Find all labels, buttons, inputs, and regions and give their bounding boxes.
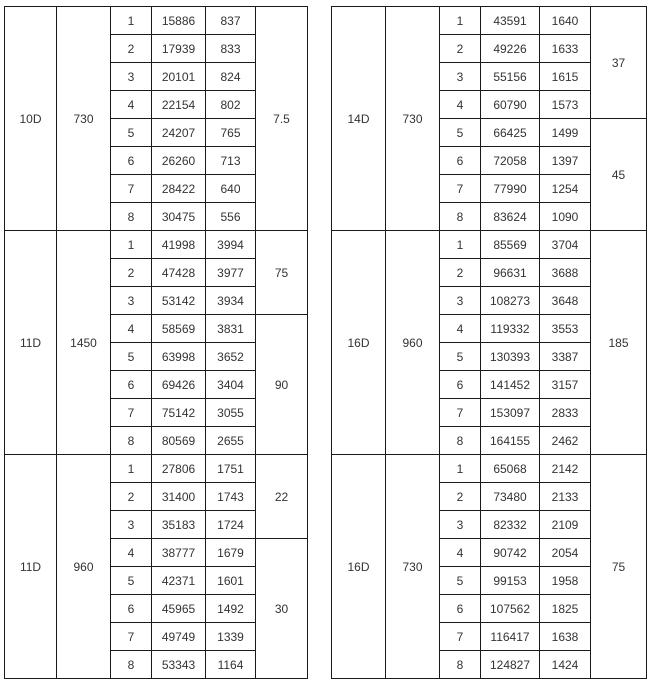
speed-cell: 730 [386, 7, 440, 231]
index-cell: 7 [111, 623, 152, 651]
index-cell: 7 [440, 175, 481, 203]
index-cell: 8 [440, 651, 481, 679]
flow-cell: 72058 [481, 147, 540, 175]
pressure-cell: 1640 [540, 7, 591, 35]
speed-cell: 1450 [57, 231, 111, 455]
pressure-cell: 2109 [540, 511, 591, 539]
pressure-cell: 1743 [206, 483, 256, 511]
index-cell: 3 [440, 511, 481, 539]
flow-cell: 47428 [152, 259, 206, 287]
flow-cell: 82332 [481, 511, 540, 539]
index-cell: 7 [440, 399, 481, 427]
flow-cell: 43591 [481, 7, 540, 35]
flow-cell: 49749 [152, 623, 206, 651]
pressure-cell: 3652 [206, 343, 256, 371]
flow-cell: 77990 [481, 175, 540, 203]
index-cell: 5 [111, 567, 152, 595]
power-cell: 75 [256, 231, 308, 315]
index-cell: 7 [111, 175, 152, 203]
index-cell: 3 [111, 63, 152, 91]
flow-cell: 42371 [152, 567, 206, 595]
pressure-cell: 1090 [540, 203, 591, 231]
index-cell: 6 [111, 147, 152, 175]
flow-cell: 75142 [152, 399, 206, 427]
pressure-cell: 3404 [206, 371, 256, 399]
spec-table-right-body [332, 7, 647, 679]
flow-cell: 24207 [152, 119, 206, 147]
flow-cell: 58569 [152, 315, 206, 343]
index-cell: 8 [440, 203, 481, 231]
flow-cell: 15886 [152, 7, 206, 35]
flow-cell: 55156 [481, 63, 540, 91]
flow-cell: 119332 [481, 315, 540, 343]
index-cell: 8 [111, 203, 152, 231]
flow-cell: 116417 [481, 623, 540, 651]
index-cell: 4 [111, 539, 152, 567]
flow-cell: 53343 [152, 651, 206, 679]
index-cell: 1 [440, 7, 481, 35]
table-row [332, 455, 647, 483]
index-cell: 8 [111, 651, 152, 679]
table-row [332, 7, 647, 35]
pressure-cell: 640 [206, 175, 256, 203]
index-cell: 1 [111, 7, 152, 35]
power-cell: 37 [591, 7, 647, 119]
pressure-cell: 1499 [540, 119, 591, 147]
model-cell: 11D [5, 455, 57, 679]
index-cell: 6 [440, 371, 481, 399]
index-cell: 3 [440, 63, 481, 91]
flow-cell: 22154 [152, 91, 206, 119]
index-cell: 3 [111, 287, 152, 315]
pressure-cell: 3055 [206, 399, 256, 427]
speed-cell: 730 [57, 7, 111, 231]
pressure-cell: 1492 [206, 595, 256, 623]
index-cell: 4 [440, 315, 481, 343]
pressure-cell: 3704 [540, 231, 591, 259]
index-cell: 4 [111, 91, 152, 119]
pressure-cell: 1825 [540, 595, 591, 623]
flow-cell: 108273 [481, 287, 540, 315]
pressure-cell: 833 [206, 35, 256, 63]
index-cell: 5 [440, 343, 481, 371]
flow-cell: 141452 [481, 371, 540, 399]
flow-cell: 30475 [152, 203, 206, 231]
index-cell: 4 [440, 91, 481, 119]
model-cell: 16D [332, 231, 386, 455]
pressure-cell: 1679 [206, 539, 256, 567]
pressure-cell: 2655 [206, 427, 256, 455]
pressure-cell: 3831 [206, 315, 256, 343]
flow-cell: 124827 [481, 651, 540, 679]
pressure-cell: 1254 [540, 175, 591, 203]
pressure-cell: 1633 [540, 35, 591, 63]
index-cell: 5 [111, 119, 152, 147]
flow-cell: 27806 [152, 455, 206, 483]
index-cell: 2 [111, 483, 152, 511]
index-cell: 6 [440, 147, 481, 175]
pressure-cell: 765 [206, 119, 256, 147]
flow-cell: 38777 [152, 539, 206, 567]
index-cell: 4 [111, 315, 152, 343]
pressure-cell: 1397 [540, 147, 591, 175]
pressure-cell: 3387 [540, 343, 591, 371]
index-cell: 4 [440, 539, 481, 567]
pressure-cell: 3977 [206, 259, 256, 287]
pressure-cell: 1424 [540, 651, 591, 679]
flow-cell: 164155 [481, 427, 540, 455]
flow-cell: 99153 [481, 567, 540, 595]
pressure-cell: 1615 [540, 63, 591, 91]
pressure-cell: 3648 [540, 287, 591, 315]
flow-cell: 69426 [152, 371, 206, 399]
pressure-cell: 3994 [206, 231, 256, 259]
index-cell: 3 [440, 287, 481, 315]
pressure-cell: 1958 [540, 567, 591, 595]
pressure-cell: 2133 [540, 483, 591, 511]
index-cell: 8 [111, 427, 152, 455]
flow-cell: 66425 [481, 119, 540, 147]
index-cell: 8 [440, 427, 481, 455]
pressure-cell: 1573 [540, 91, 591, 119]
flow-cell: 26260 [152, 147, 206, 175]
table-row [5, 231, 308, 259]
flow-cell: 35183 [152, 511, 206, 539]
index-cell: 6 [111, 371, 152, 399]
flow-cell: 53142 [152, 287, 206, 315]
index-cell: 1 [111, 231, 152, 259]
power-cell: 30 [256, 539, 308, 679]
pressure-cell: 713 [206, 147, 256, 175]
index-cell: 1 [440, 231, 481, 259]
speed-cell: 960 [57, 455, 111, 679]
flow-cell: 153097 [481, 399, 540, 427]
index-cell: 2 [440, 259, 481, 287]
model-cell: 16D [332, 455, 386, 679]
table-row [332, 231, 647, 259]
pressure-cell: 802 [206, 91, 256, 119]
power-cell: 75 [591, 455, 647, 679]
flow-cell: 90742 [481, 539, 540, 567]
flow-cell: 107562 [481, 595, 540, 623]
power-cell: 45 [591, 119, 647, 231]
index-cell: 5 [440, 119, 481, 147]
pressure-cell: 824 [206, 63, 256, 91]
flow-cell: 60790 [481, 91, 540, 119]
speed-cell: 730 [386, 455, 440, 679]
index-cell: 5 [440, 567, 481, 595]
pressure-cell: 1751 [206, 455, 256, 483]
table-row [5, 7, 308, 35]
pressure-cell: 1724 [206, 511, 256, 539]
spec-table-left-body [5, 7, 308, 679]
flow-cell: 65068 [481, 455, 540, 483]
index-cell: 2 [440, 35, 481, 63]
speed-cell: 960 [386, 231, 440, 455]
flow-cell: 130393 [481, 343, 540, 371]
spec-table-left [4, 6, 308, 679]
power-cell: 185 [591, 231, 647, 455]
pressure-cell: 2054 [540, 539, 591, 567]
pressure-cell: 556 [206, 203, 256, 231]
index-cell: 1 [440, 455, 481, 483]
index-cell: 2 [440, 483, 481, 511]
pressure-cell: 1638 [540, 623, 591, 651]
index-cell: 3 [111, 511, 152, 539]
pressure-cell: 3934 [206, 287, 256, 315]
flow-cell: 83624 [481, 203, 540, 231]
index-cell: 7 [440, 623, 481, 651]
index-cell: 2 [111, 259, 152, 287]
flow-cell: 80569 [152, 427, 206, 455]
flow-cell: 45965 [152, 595, 206, 623]
flow-cell: 31400 [152, 483, 206, 511]
pressure-cell: 3157 [540, 371, 591, 399]
flow-cell: 28422 [152, 175, 206, 203]
flow-cell: 20101 [152, 63, 206, 91]
model-cell: 11D [5, 231, 57, 455]
index-cell: 6 [111, 595, 152, 623]
model-cell: 10D [5, 7, 57, 231]
index-cell: 6 [440, 595, 481, 623]
pressure-cell: 2142 [540, 455, 591, 483]
pressure-cell: 837 [206, 7, 256, 35]
flow-cell: 41998 [152, 231, 206, 259]
flow-cell: 63998 [152, 343, 206, 371]
table-row [5, 455, 308, 483]
power-cell: 90 [256, 315, 308, 455]
flow-cell: 17939 [152, 35, 206, 63]
pressure-cell: 1164 [206, 651, 256, 679]
pressure-cell: 2833 [540, 399, 591, 427]
index-cell: 5 [111, 343, 152, 371]
pressure-cell: 1601 [206, 567, 256, 595]
spec-table-right [331, 6, 647, 679]
flow-cell: 96631 [481, 259, 540, 287]
model-cell: 14D [332, 7, 386, 231]
power-cell: 22 [256, 455, 308, 539]
power-cell: 7.5 [256, 7, 308, 231]
flow-cell: 73480 [481, 483, 540, 511]
pressure-cell: 3553 [540, 315, 591, 343]
pressure-cell: 2462 [540, 427, 591, 455]
index-cell: 7 [111, 399, 152, 427]
flow-cell: 85569 [481, 231, 540, 259]
pressure-cell: 1339 [206, 623, 256, 651]
index-cell: 2 [111, 35, 152, 63]
flow-cell: 49226 [481, 35, 540, 63]
pressure-cell: 3688 [540, 259, 591, 287]
index-cell: 1 [111, 455, 152, 483]
